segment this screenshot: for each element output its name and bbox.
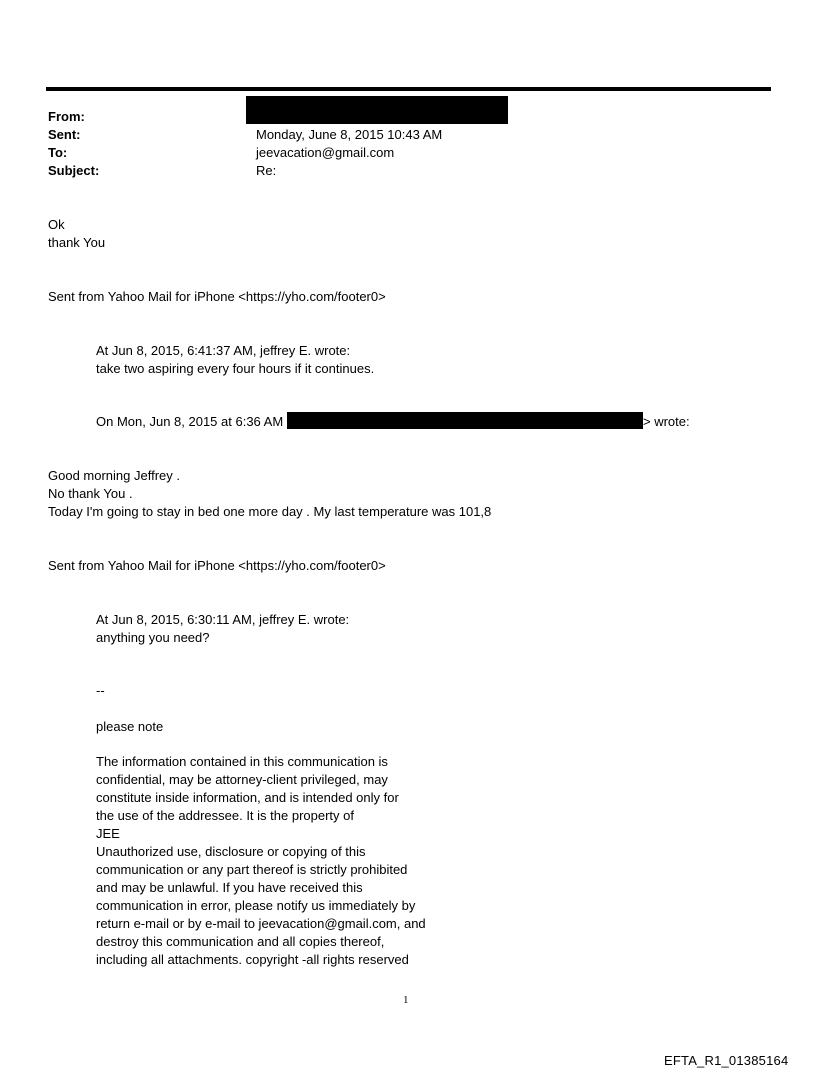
page-number: 1 xyxy=(403,994,409,1006)
disclaimer-line: including all attachments. copyright -all rights reserved xyxy=(96,952,409,967)
quote-1-text: take two aspiring every four hours if it continues. xyxy=(96,361,375,376)
message-line-2: No thank You . xyxy=(48,486,133,501)
redacted-email xyxy=(287,412,643,429)
reply-line-1: Ok xyxy=(48,217,65,232)
signature-separator: -- xyxy=(96,683,105,698)
quote-3-attribution: At Jun 8, 2015, 6:30:11 AM, jeffrey E. wrote: xyxy=(96,612,350,627)
disclaimer-line: The information contained in this communication is xyxy=(96,754,388,769)
disclaimer-line: return e-mail or by e-mail to jeevacation@gmail.com, and xyxy=(96,916,426,931)
disclaimer-line: destroy this communication and all copies thereof, xyxy=(96,934,385,949)
quote-1-attribution: At Jun 8, 2015, 6:41:37 AM, jeffrey E. wrote: xyxy=(96,343,351,358)
disclaimer-line: Unauthorized use, disclosure or copying of this xyxy=(96,844,366,859)
bates-number: EFTA_R1_01385164 xyxy=(664,1053,789,1068)
disclaimer-line: communication in error, please notify us immediately by xyxy=(96,898,416,913)
to-label: To: xyxy=(48,145,68,160)
subject-value: Re: xyxy=(256,163,277,178)
disclaimer-line: the use of the addressee. It is the property of xyxy=(96,808,354,823)
mobile-signature-1: Sent from Yahoo Mail for iPhone <https://yho.com/footer0> xyxy=(48,289,386,304)
disclaimer-paragraph-1 xyxy=(96,753,399,843)
disclaimer-line: constitute inside information, and is intended only for xyxy=(96,790,399,805)
disclaimer-line: communication or any part thereof is strictly prohibited xyxy=(96,862,408,877)
subject-label: Subject: xyxy=(48,163,100,178)
quote-2-attribution-suffix: > wrote: xyxy=(643,414,690,429)
redacted-sender xyxy=(246,96,508,124)
quote-2-attribution-prefix: On Mon, Jun 8, 2015 at 6:36 AM xyxy=(96,414,284,429)
sent-value: Monday, June 8, 2015 10:43 AM xyxy=(256,127,443,142)
reply-line-2: thank You xyxy=(48,235,106,250)
please-note: please note xyxy=(96,719,164,734)
from-label: From: xyxy=(48,109,85,124)
message-line-1: Good morning Jeffrey . xyxy=(48,468,180,483)
message-line-3: Today I'm going to stay in bed one more day . My last temperature was 101,8 xyxy=(48,504,492,519)
disclaimer-line: and may be unlawful. If you have received this xyxy=(96,880,363,895)
disclaimer-line: confidential, may be attorney-client privileged, may xyxy=(96,772,388,787)
header-rule xyxy=(46,87,771,91)
disclaimer-line: JEE xyxy=(96,826,120,841)
sent-label: Sent: xyxy=(48,127,81,142)
disclaimer-paragraph-2 xyxy=(96,843,426,969)
to-value: jeevacation@gmail.com xyxy=(256,145,395,160)
quote-3-text: anything you need? xyxy=(96,630,210,645)
mobile-signature-2: Sent from Yahoo Mail for iPhone <https://yho.com/footer0> xyxy=(48,558,386,573)
